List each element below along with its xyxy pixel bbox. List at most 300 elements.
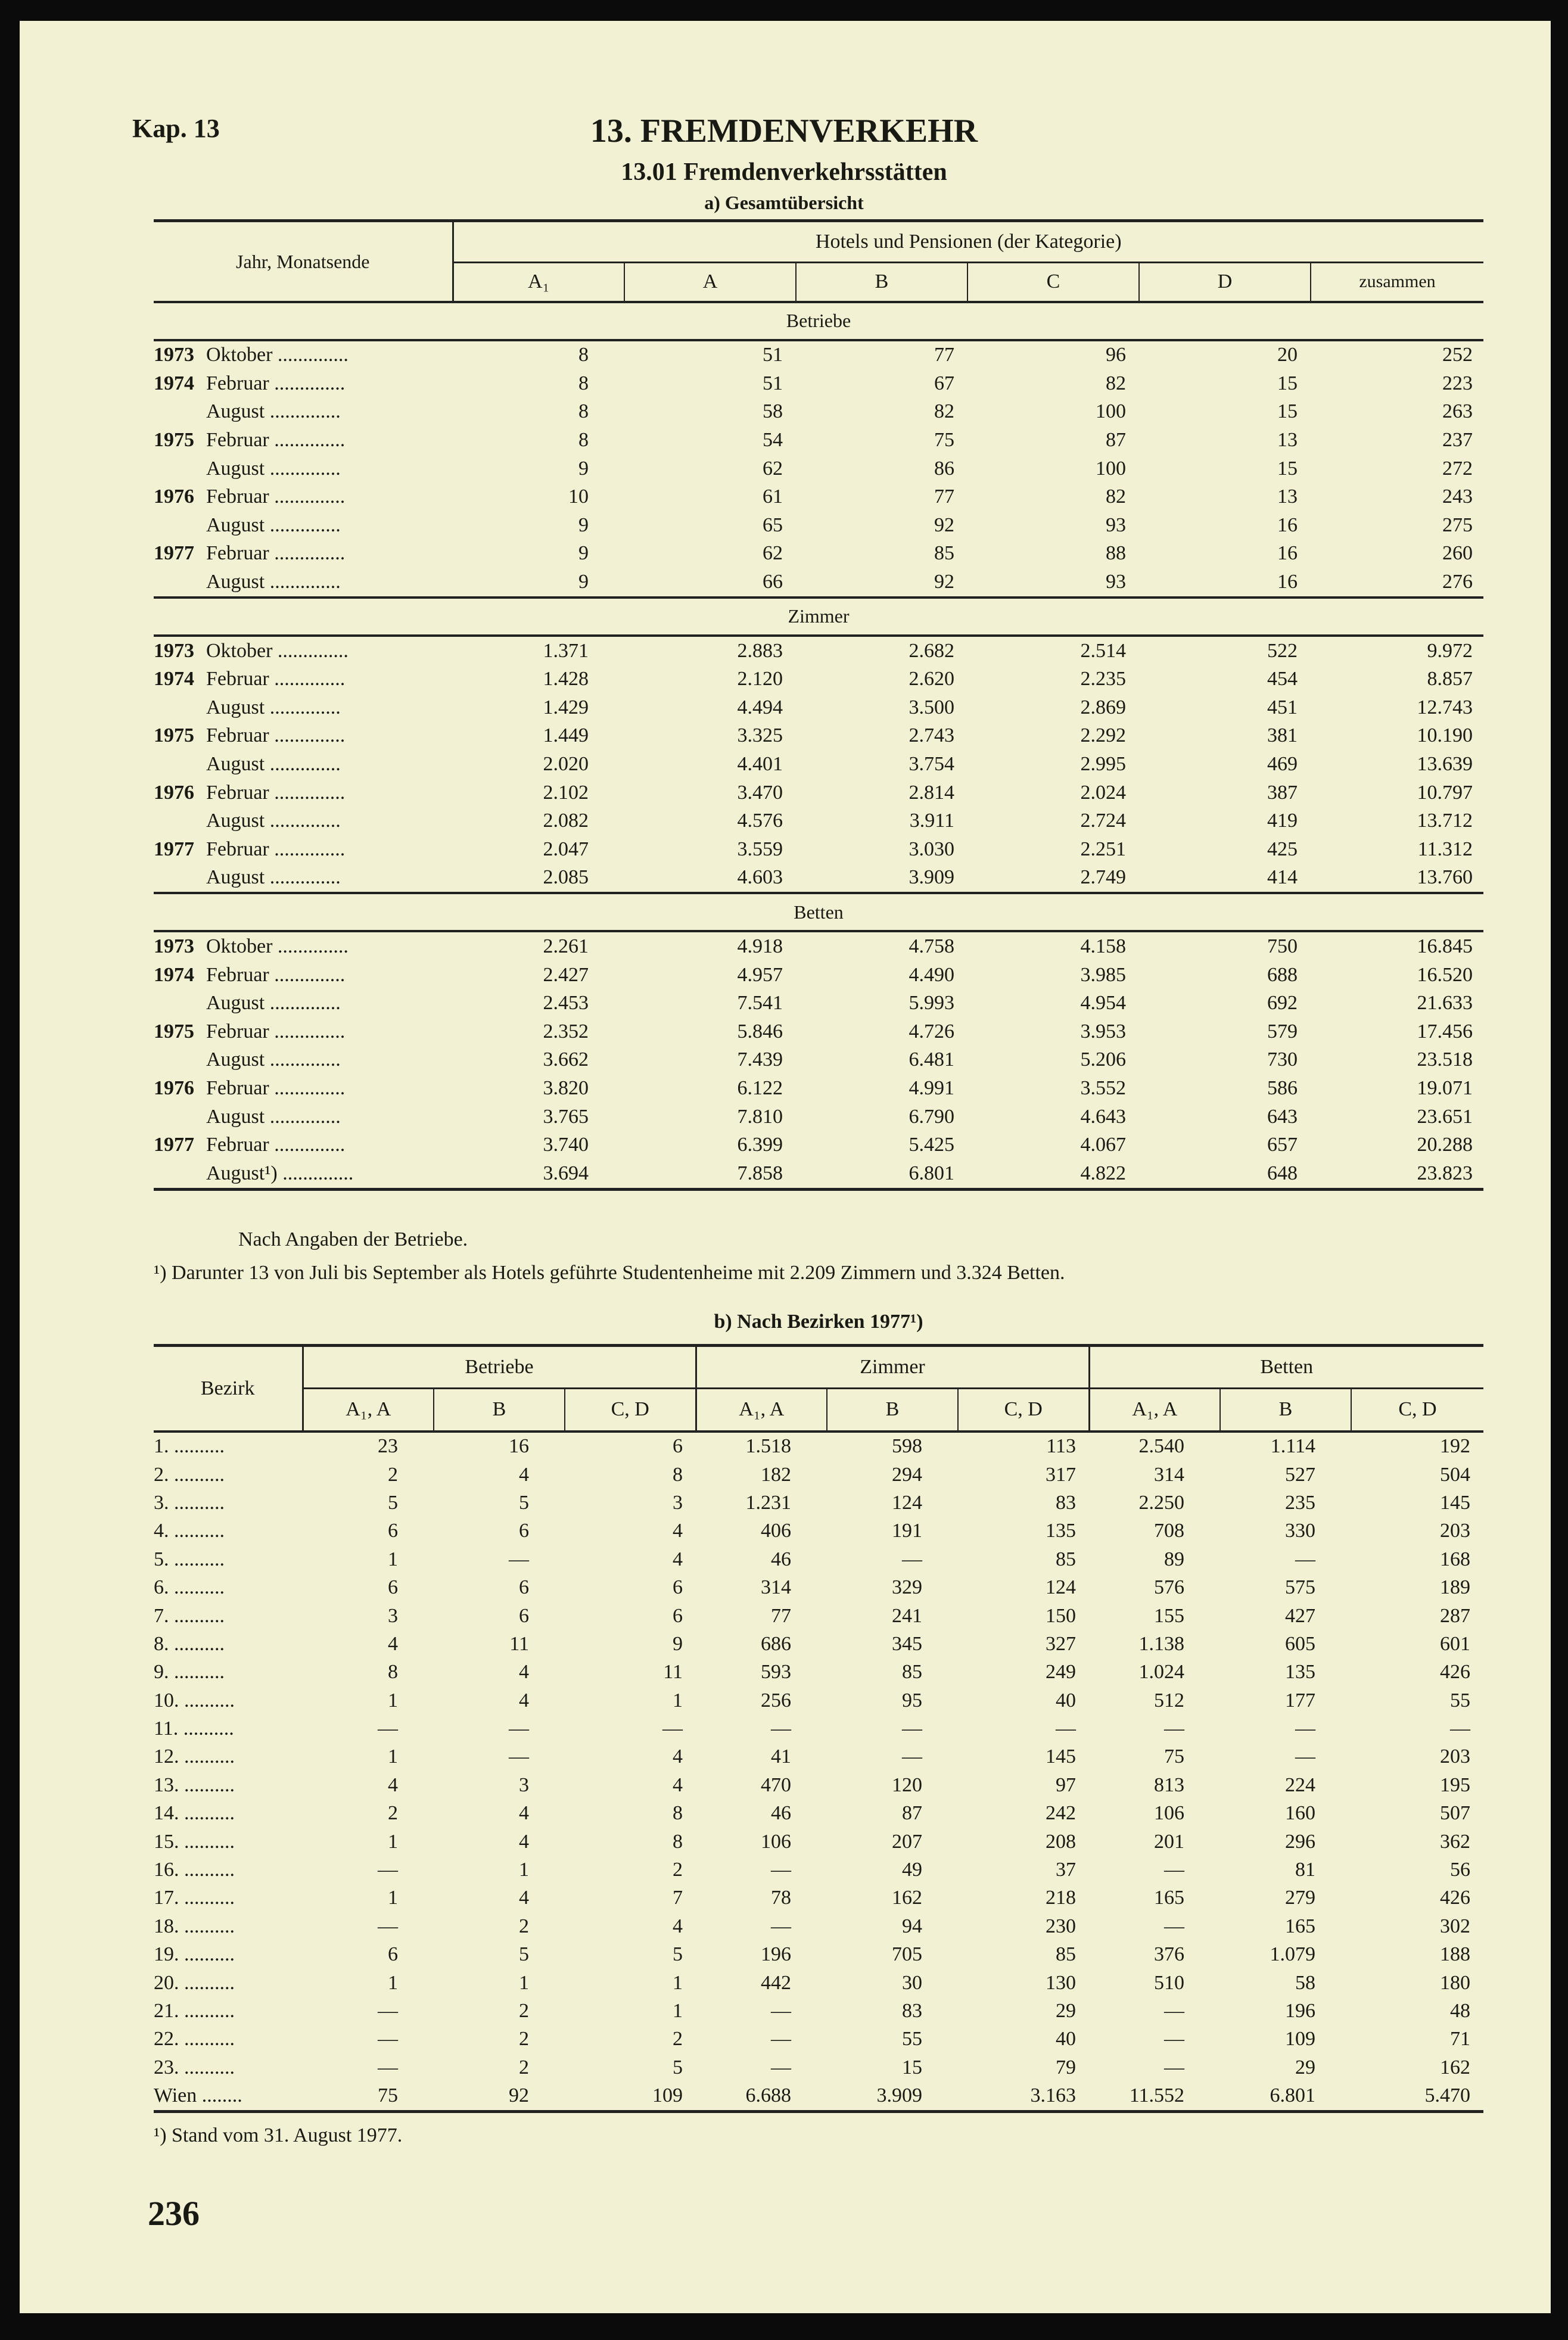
- footnote-1: ¹) Darunter 13 von Juli bis September als Hotels geführte Studentenheime mit 2.209 Zimmern und 3.324 Betten.: [154, 1262, 1065, 1284]
- leader-dots: ..........: [169, 1661, 225, 1684]
- table-cell: 3: [673, 1491, 683, 1514]
- row-label: [154, 2025, 303, 2053]
- table-cell: 188: [1440, 1943, 1470, 1966]
- table-cell: 182: [761, 1463, 791, 1486]
- table-cell: 37: [1056, 1859, 1076, 1881]
- leader-dots: ..........: [179, 1745, 235, 1768]
- table-row: [154, 807, 1483, 835]
- table-cell: 11: [509, 1632, 529, 1655]
- row-label: [154, 1074, 453, 1103]
- table-cell: 2.120: [737, 668, 783, 690]
- table-row: [154, 1602, 1483, 1630]
- table-cell: 208: [1046, 1830, 1076, 1853]
- leader-dots: ..........: [179, 1971, 235, 1994]
- row-label: [154, 1941, 303, 1969]
- row-year: 1973: [154, 935, 194, 957]
- table-cell: 218: [1046, 1887, 1076, 1909]
- table-cell: 2.620: [909, 668, 954, 690]
- table-cell: 224: [1285, 1773, 1315, 1796]
- subsection-title-b: b) Nach Bezirken 1977¹): [714, 1311, 923, 1333]
- table-cell: 55: [902, 2028, 922, 2050]
- table-cell: 345: [892, 1632, 922, 1655]
- table-cell: 15: [902, 2056, 922, 2078]
- bezirk-label: 2.: [154, 1463, 169, 1486]
- table-cell: 1.429: [543, 696, 589, 718]
- row-year: 1975: [154, 429, 194, 452]
- row-label: [154, 779, 453, 807]
- table-cell: 512: [1154, 1689, 1184, 1712]
- table-cell: 575: [1285, 1576, 1315, 1599]
- col-header-category: A: [624, 263, 796, 302]
- table-cell: 510: [1154, 1971, 1184, 1994]
- table-cell: 51: [763, 372, 783, 394]
- table-cell: 2.261: [543, 935, 589, 957]
- table-cell: 56: [1450, 1859, 1470, 1881]
- leader-dots: ..........: [179, 1887, 235, 1909]
- table-cell: 648: [1139, 1159, 1311, 1189]
- col-header-category: B: [796, 263, 967, 302]
- table-cell: 598: [892, 1435, 922, 1458]
- table-cell: 3.325: [737, 724, 783, 747]
- row-month: Oktober: [206, 639, 273, 662]
- table-cell: 92: [934, 571, 954, 593]
- col-header-category: C: [967, 263, 1139, 302]
- table-cell: 6.801: [1220, 2081, 1351, 2111]
- row-label: [154, 1997, 303, 2025]
- table-cell: 4.957: [737, 963, 783, 986]
- table-cell: —: [771, 2028, 791, 2050]
- table-cell: —: [378, 2056, 398, 2078]
- table-cell: 30: [902, 1971, 922, 1994]
- table-cell: 12.743: [1417, 696, 1473, 718]
- row-month: Februar: [206, 838, 269, 860]
- table-cell: 2: [519, 2028, 529, 2050]
- table-cell: 87: [902, 1802, 922, 1825]
- leader-dots: ..............: [269, 542, 346, 565]
- table-cell: 4: [519, 1887, 529, 1909]
- table-cell: 287: [1440, 1604, 1470, 1627]
- leader-dots: ..........: [169, 1435, 225, 1458]
- table-cell: 242: [1046, 1802, 1076, 1825]
- leader-dots: ..............: [269, 429, 346, 452]
- leader-dots: ..............: [269, 838, 346, 860]
- table-cell: 1: [388, 1745, 398, 1768]
- leader-dots: ..........: [179, 1773, 235, 1796]
- col-header-category: zusammen: [1311, 263, 1483, 302]
- table-cell: 1: [388, 1689, 398, 1712]
- table-cell: 387: [1267, 781, 1298, 804]
- table-cell: 6: [673, 1576, 683, 1599]
- table-cell: 78: [771, 1887, 791, 1909]
- row-label: [154, 722, 453, 751]
- table-cell: 49: [902, 1859, 922, 1881]
- table-cell: 507: [1440, 1802, 1470, 1825]
- table-row: [154, 2053, 1483, 2081]
- row-label: [154, 1771, 303, 1799]
- table-cell: 4.067: [1080, 1134, 1126, 1156]
- table-row: [154, 455, 1483, 483]
- table-cell: 75: [1164, 1745, 1184, 1768]
- table-row: [154, 779, 1483, 807]
- row-month: Oktober: [206, 935, 273, 957]
- table-cell: 113: [1046, 1435, 1076, 1458]
- row-label: [154, 426, 453, 455]
- table-cell: 601: [1440, 1632, 1470, 1655]
- table-cell: 376: [1154, 1943, 1184, 1966]
- leader-dots: ..........: [179, 1802, 235, 1825]
- table-cell: 4.490: [909, 963, 954, 986]
- row-label: [154, 989, 453, 1017]
- table-cell: —: [771, 2000, 791, 2022]
- table-cell: 4: [388, 1632, 398, 1655]
- table-cell: 23.518: [1417, 1048, 1473, 1071]
- table-cell: 81: [1295, 1859, 1315, 1881]
- row-label: [154, 2053, 303, 2081]
- table-cell: 203: [1440, 1745, 1470, 1768]
- leader-dots: ..............: [265, 696, 341, 718]
- table-cell: 686: [761, 1632, 791, 1655]
- section-header-row: [154, 893, 1483, 931]
- row-month: August: [206, 457, 265, 480]
- table-cell: 150: [1046, 1604, 1076, 1627]
- table-cell: 2: [519, 2000, 529, 2022]
- table-cell: 66: [763, 571, 783, 593]
- table-cell: 77: [934, 344, 954, 366]
- table-cell: 13.712: [1417, 810, 1473, 832]
- row-year: 1973: [154, 639, 194, 662]
- leader-dots: ..............: [269, 724, 346, 747]
- table-cell: 2: [673, 2028, 683, 2050]
- row-year: 1976: [154, 1076, 194, 1099]
- table-cell: 16: [1277, 542, 1298, 565]
- table-cell: —: [1450, 1717, 1470, 1740]
- table-cell: 813: [1154, 1773, 1184, 1796]
- row-label: [154, 1884, 303, 1912]
- row-label: [154, 1489, 303, 1517]
- table-cell: 106: [1154, 1802, 1184, 1825]
- table-cell: 3.500: [909, 696, 954, 718]
- table-cell: 79: [1056, 2056, 1076, 2078]
- table-cell: 82: [934, 400, 954, 423]
- table-cell: 92: [434, 2081, 565, 2111]
- bezirk-label: 10.: [154, 1689, 179, 1712]
- table-cell: —: [771, 2056, 791, 2078]
- table-cell: 1: [519, 1971, 529, 1994]
- leader-dots: ..............: [269, 372, 346, 394]
- row-label: [154, 1912, 303, 1940]
- table-cell: 2.453: [543, 992, 589, 1015]
- table-row: [154, 1432, 1483, 1461]
- table-cell: 4.726: [909, 1020, 954, 1043]
- table-cell: 41: [771, 1745, 791, 1768]
- table-row: [154, 1828, 1483, 1856]
- col-header-category: D: [1139, 263, 1311, 302]
- table-cell: —: [1295, 1548, 1315, 1570]
- table-cell: 454: [1267, 668, 1298, 690]
- table-cell: 4: [673, 1745, 683, 1768]
- leader-dots: ..........: [169, 1520, 225, 1542]
- table-cell: 276: [1442, 571, 1473, 593]
- leader-dots: ..............: [265, 992, 341, 1015]
- table-cell: 196: [1285, 2000, 1315, 2022]
- row-year: 1977: [154, 542, 194, 565]
- row-label: [154, 455, 453, 483]
- table-cell: 2.514: [1080, 639, 1126, 662]
- table-cell: 85: [934, 542, 954, 565]
- table-cell: 1: [388, 1830, 398, 1853]
- table-cell: 13: [1277, 486, 1298, 508]
- row-month: August: [206, 571, 265, 593]
- table-cell: 40: [1056, 1689, 1076, 1712]
- table-cell: 2: [519, 2056, 529, 2078]
- row-month: Februar: [206, 724, 269, 747]
- table-cell: 9: [578, 571, 589, 593]
- row-label: [154, 511, 453, 540]
- col-header-subcol: B: [827, 1389, 958, 1432]
- table-cell: 4.991: [909, 1076, 954, 1099]
- table-cell: 48: [1450, 2000, 1470, 2022]
- table-cell: 6.399: [737, 1134, 783, 1156]
- table-cell: 196: [761, 1943, 791, 1966]
- table-cell: 4: [519, 1830, 529, 1853]
- table-cell: 1: [519, 1859, 529, 1881]
- table-cell: 579: [1267, 1020, 1298, 1043]
- row-label: [154, 1800, 303, 1828]
- table-cell: 2.235: [1080, 668, 1126, 690]
- table-cell: 120: [892, 1773, 922, 1796]
- table-cell: —: [902, 1548, 922, 1570]
- row-month: Februar: [206, 781, 269, 804]
- table-row: [154, 1771, 1483, 1799]
- leader-dots: ..........: [169, 1491, 225, 1514]
- table-cell: 180: [1440, 1971, 1470, 1994]
- table-cell: 576: [1154, 1576, 1184, 1599]
- table-cell: —: [771, 1915, 791, 1937]
- table-row: [154, 1997, 1483, 2025]
- table-cell: 145: [1440, 1491, 1470, 1514]
- table-cell: 2.814: [909, 781, 954, 804]
- table-cell: 2.995: [1080, 753, 1126, 776]
- table-cell: 2.292: [1080, 724, 1126, 747]
- table-cell: 3.754: [909, 753, 954, 776]
- table-cell: 275: [1442, 514, 1473, 536]
- table-cell: 135: [1046, 1520, 1076, 1542]
- table-cell: 1.024: [1138, 1661, 1184, 1684]
- table-cell: 11.312: [1417, 838, 1473, 860]
- table-cell: 19.071: [1417, 1076, 1473, 1099]
- table-cell: 1.114: [1270, 1435, 1315, 1458]
- row-label: [154, 1046, 453, 1075]
- bezirk-label: 12.: [154, 1745, 179, 1768]
- table-cell: 2.724: [1080, 810, 1126, 832]
- col-header-subcol: C, D: [1351, 1389, 1483, 1432]
- row-label: [154, 1461, 303, 1489]
- table-cell: 362: [1440, 1830, 1470, 1853]
- col-header-subcol: A₁, A: [696, 1389, 827, 1432]
- table-cell: 2: [519, 1915, 529, 1937]
- table-cell: —: [1164, 2028, 1184, 2050]
- table-cell: 135: [1285, 1661, 1315, 1684]
- table-cell: 162: [892, 1887, 922, 1909]
- table-nach-bezirken: [154, 1344, 1483, 2113]
- table-cell: 688: [1267, 963, 1298, 986]
- row-month: Februar: [206, 963, 269, 986]
- table-cell: 451: [1267, 696, 1298, 718]
- col-header-subcol: C, D: [958, 1389, 1089, 1432]
- table-cell: 223: [1442, 372, 1473, 394]
- table-cell: —: [1164, 2000, 1184, 2022]
- table-cell: 58: [1295, 1971, 1315, 1994]
- table-cell: 16: [1277, 514, 1298, 536]
- table-cell: 189: [1440, 1576, 1470, 1599]
- table-cell: 442: [761, 1971, 791, 1994]
- bezirk-label: 19.: [154, 1943, 179, 1966]
- bezirk-label: 18.: [154, 1915, 179, 1937]
- table-cell: —: [378, 2028, 398, 2050]
- leader-dots: ..............: [265, 810, 341, 832]
- table-cell: —: [902, 1717, 922, 1740]
- table-cell: 329: [892, 1576, 922, 1599]
- table-cell: —: [1056, 1717, 1076, 1740]
- row-month: August: [206, 810, 265, 832]
- table-row: [154, 1630, 1483, 1658]
- row-label: [154, 693, 453, 722]
- table-cell: 130: [1046, 1971, 1076, 1994]
- table-cell: 8: [673, 1830, 683, 1853]
- leader-dots: ..............: [269, 781, 346, 804]
- table-cell: 1: [388, 1887, 398, 1909]
- table-cell: 77: [934, 486, 954, 508]
- col-header-subcol: A₁, A: [1089, 1389, 1220, 1432]
- table-cell: 3.470: [737, 781, 783, 804]
- row-month: August: [206, 753, 265, 776]
- bezirk-label: 5.: [154, 1548, 169, 1570]
- table-cell: 165: [1285, 1915, 1315, 1937]
- col-group-header: Betriebe: [303, 1346, 696, 1389]
- table-cell: 243: [1442, 486, 1473, 508]
- row-label: [154, 1658, 303, 1686]
- table-cell: 8: [578, 372, 589, 394]
- table-cell: 4: [673, 1520, 683, 1542]
- table-cell: 67: [934, 372, 954, 394]
- table-cell: 6: [519, 1576, 529, 1599]
- table-cell: 82: [1106, 486, 1126, 508]
- table-row: [154, 1658, 1483, 1686]
- table-cell: 2.020: [543, 753, 589, 776]
- table-cell: 470: [761, 1773, 791, 1796]
- table-cell: 5.846: [737, 1020, 783, 1043]
- leader-dots: ..............: [269, 486, 346, 508]
- table-cell: —: [509, 1745, 529, 1768]
- leader-dots: ..............: [265, 866, 341, 889]
- table-cell: 381: [1267, 724, 1298, 747]
- leader-dots: ..............: [265, 514, 341, 536]
- subsection-title-a: a) Gesamtübersicht: [704, 192, 864, 213]
- bezirk-label: 14.: [154, 1802, 179, 1825]
- table-cell: 4: [519, 1661, 529, 1684]
- table-cell: 168: [1440, 1548, 1470, 1570]
- section-title: Zimmer: [154, 598, 1483, 636]
- table-cell: 317: [1046, 1463, 1076, 1486]
- table-cell: 241: [892, 1604, 922, 1627]
- table-cell: 3: [519, 1773, 529, 1796]
- table-row: [154, 540, 1483, 568]
- table-row: [154, 1884, 1483, 1912]
- leader-dots: ..........: [179, 1689, 235, 1712]
- table-cell: 106: [761, 1830, 791, 1853]
- table-cell: 2.024: [1080, 781, 1126, 804]
- table-cell: 4.822: [967, 1159, 1139, 1189]
- row-label: [154, 931, 453, 961]
- bezirk-label: 3.: [154, 1491, 169, 1514]
- section-title: Betten: [154, 893, 1483, 931]
- table-cell: 207: [892, 1830, 922, 1853]
- table-cell: 55: [1450, 1689, 1470, 1712]
- table-cell: 6: [519, 1520, 529, 1542]
- table-cell: 2.352: [543, 1020, 589, 1043]
- table-cell: 2: [673, 1859, 683, 1881]
- table-row: [154, 1017, 1483, 1046]
- table-cell: 1.371: [543, 639, 589, 662]
- table-cell: 93: [1106, 514, 1126, 536]
- row-year: 1976: [154, 781, 194, 804]
- row-label: [154, 665, 453, 693]
- table-row: [154, 1545, 1483, 1573]
- table-cell: 4: [673, 1773, 683, 1796]
- table-cell: 2.047: [543, 838, 589, 860]
- table-cell: 16: [1277, 571, 1298, 593]
- table-cell: 750: [1267, 935, 1298, 957]
- table-cell: 4: [519, 1463, 529, 1486]
- bezirk-label: 13.: [154, 1773, 179, 1796]
- table-cell: 92: [934, 514, 954, 536]
- table-cell: 9: [578, 542, 589, 565]
- leader-dots: ........: [197, 2084, 242, 2107]
- table-cell: —: [378, 1717, 398, 1740]
- table-cell: 40: [1056, 2028, 1076, 2050]
- table-cell: 302: [1440, 1915, 1470, 1937]
- table-cell: 15: [1277, 372, 1298, 394]
- col-group-header: Zimmer: [696, 1346, 1089, 1389]
- row-label: [154, 750, 453, 779]
- table-cell: 2.251: [1080, 838, 1126, 860]
- table-cell: 657: [1267, 1134, 1298, 1156]
- table-cell: 89: [1164, 1548, 1184, 1570]
- row-label: [154, 864, 453, 894]
- leader-dots: ..............: [277, 1162, 354, 1184]
- table-cell: 2.883: [737, 639, 783, 662]
- leader-dots: ..........: [179, 1830, 235, 1853]
- table-cell: —: [662, 1717, 683, 1740]
- table-cell: 7.541: [737, 992, 783, 1015]
- table-cell: 29: [1056, 2000, 1076, 2022]
- table-cell: 4: [673, 1915, 683, 1937]
- row-label: [154, 1017, 453, 1046]
- table-cell: 6.481: [909, 1048, 954, 1071]
- row-label: [154, 369, 453, 398]
- footnote-source: Nach Angaben der Betriebe.: [238, 1228, 468, 1250]
- table-cell: 94: [902, 1915, 922, 1937]
- table-row: [154, 1969, 1483, 1997]
- table-row: [154, 426, 1483, 455]
- table-cell: 16: [509, 1435, 529, 1458]
- table-cell: 1.428: [543, 668, 589, 690]
- row-label: [154, 1856, 303, 1884]
- row-month: August: [206, 992, 265, 1015]
- table-cell: 3.953: [1080, 1020, 1126, 1043]
- table-cell: 522: [1267, 639, 1298, 662]
- table-cell: 4.954: [1080, 992, 1126, 1015]
